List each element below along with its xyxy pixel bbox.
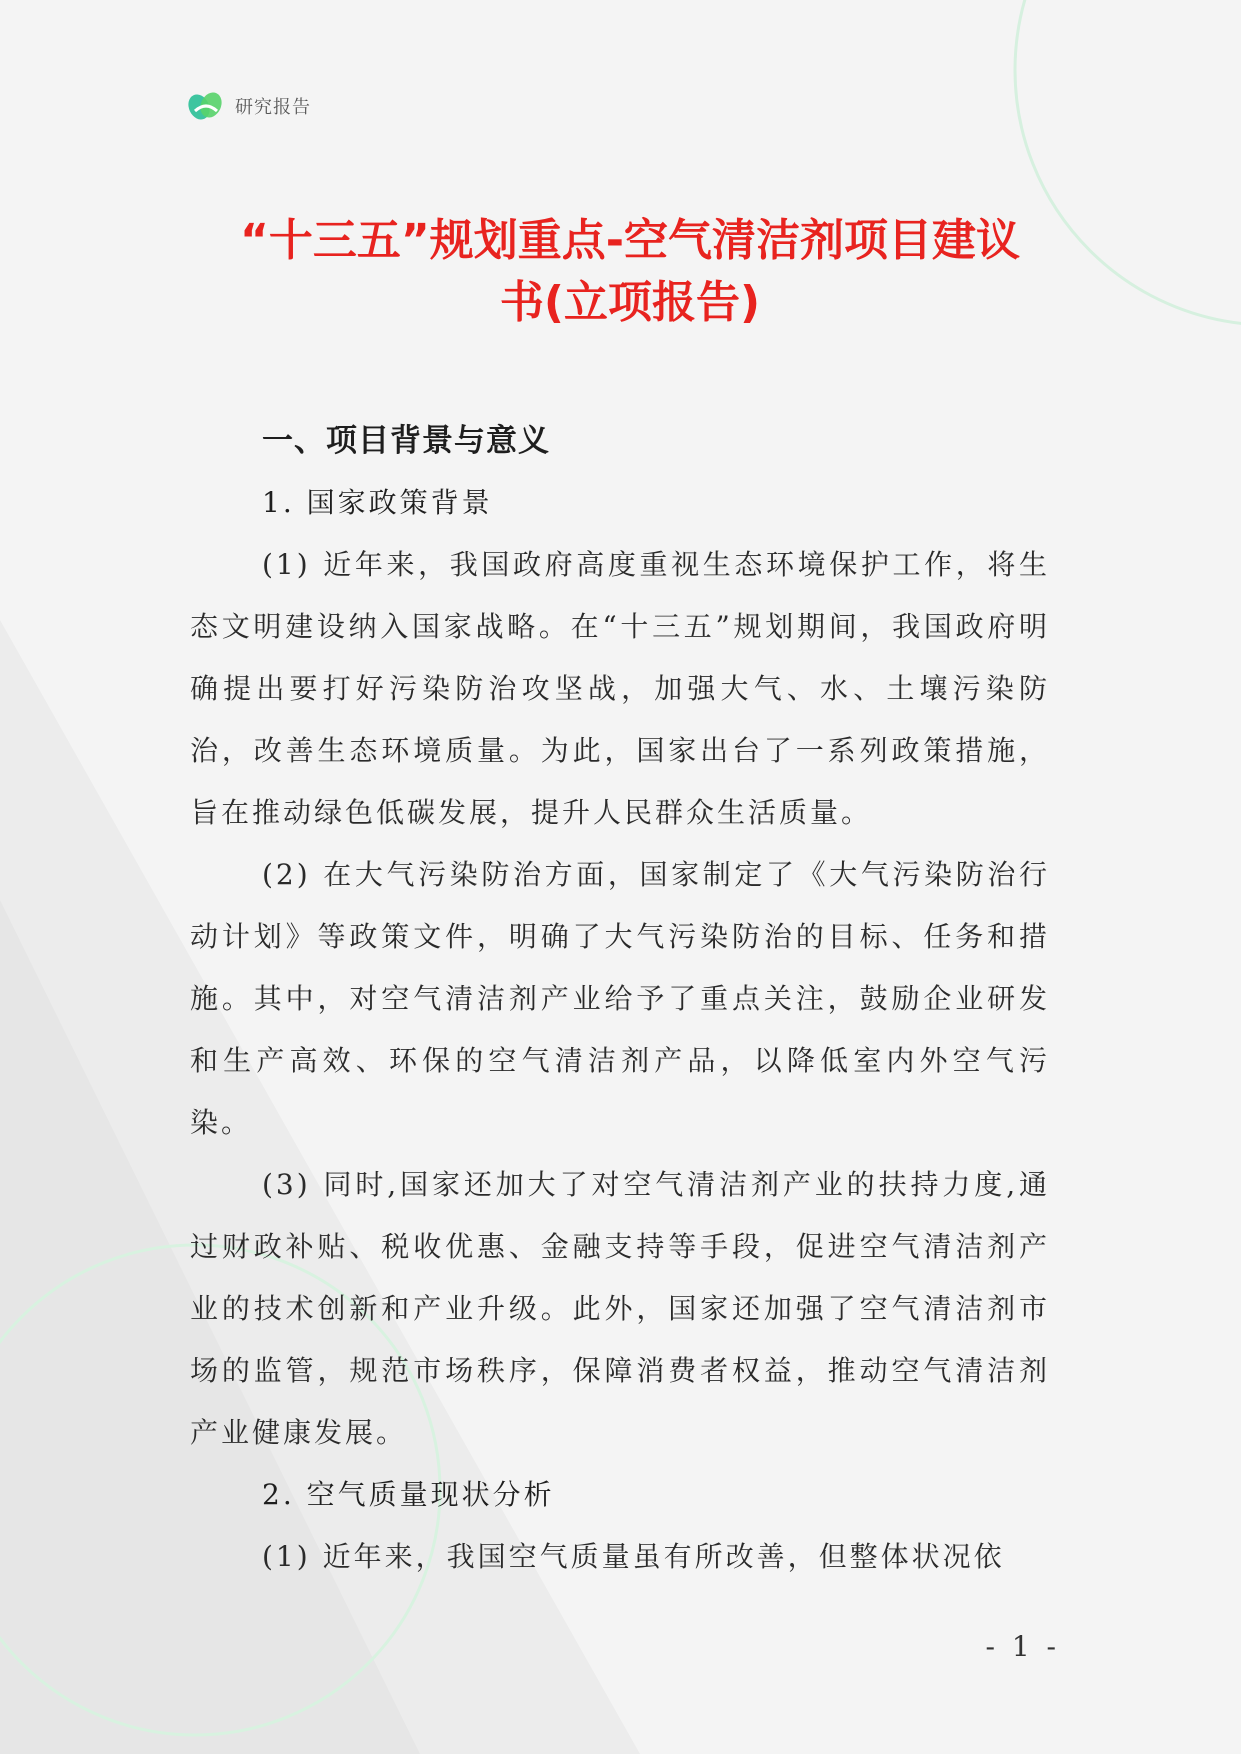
paragraph: (1) 近年来，我国政府高度重视生态环境保护工作，将生态文明建设纳入国家战略。在“十三五”规划期间，我国政府明确提出要打好污染防治攻坚战，加强大气、水、土壤污染防治，改善生态环境质量。为此，国家出台了一系列政策措施，旨在推动绿色低碳发展，提升人民群众生活质量。 [190, 548, 1050, 829]
subsection-heading: 1. 国家政策背景 [262, 486, 493, 519]
document-body [190, 410, 1050, 1588]
paragraph: (3) 同时,国家还加大了对空气清洁剂产业的扶持力度,通过财政补贴、税收优惠、金融支持等手段，促进空气清洁剂产业的技术创新和产业升级。此外，国家还加强了空气清洁剂市场的监管，规范市场秩序，保障消费者权益，推动空气清洁剂产业健康发展。 [190, 1168, 1050, 1449]
document-title [190, 210, 1070, 334]
subsection-heading: 2. 空气质量现状分析 [262, 1478, 555, 1511]
report-header [187, 88, 311, 124]
title-line-2: 书(立项报告) [499, 277, 761, 328]
title-line-1: “十三五”规划重点-空气清洁剂项目建议 [239, 215, 1021, 266]
paragraph: (1) 近年来，我国空气质量虽有所改善，但整体状况依 [262, 1540, 1005, 1573]
leaf-logo-icon [187, 89, 225, 123]
header-label: 研究报告 [235, 97, 311, 118]
page-number: - 1 - [985, 1630, 1060, 1663]
paragraph: (2) 在大气污染防治方面，国家制定了《大气污染防治行动计划》等政策文件，明确了大气污染防治的目标、任务和措施。其中，对空气清洁剂产业给予了重点关注，鼓励企业研发和生产高效、环保的空气清洁剂产品，以降低室内外空气污染。 [190, 858, 1050, 1139]
section-heading: 一、项目背景与意义 [262, 423, 550, 459]
